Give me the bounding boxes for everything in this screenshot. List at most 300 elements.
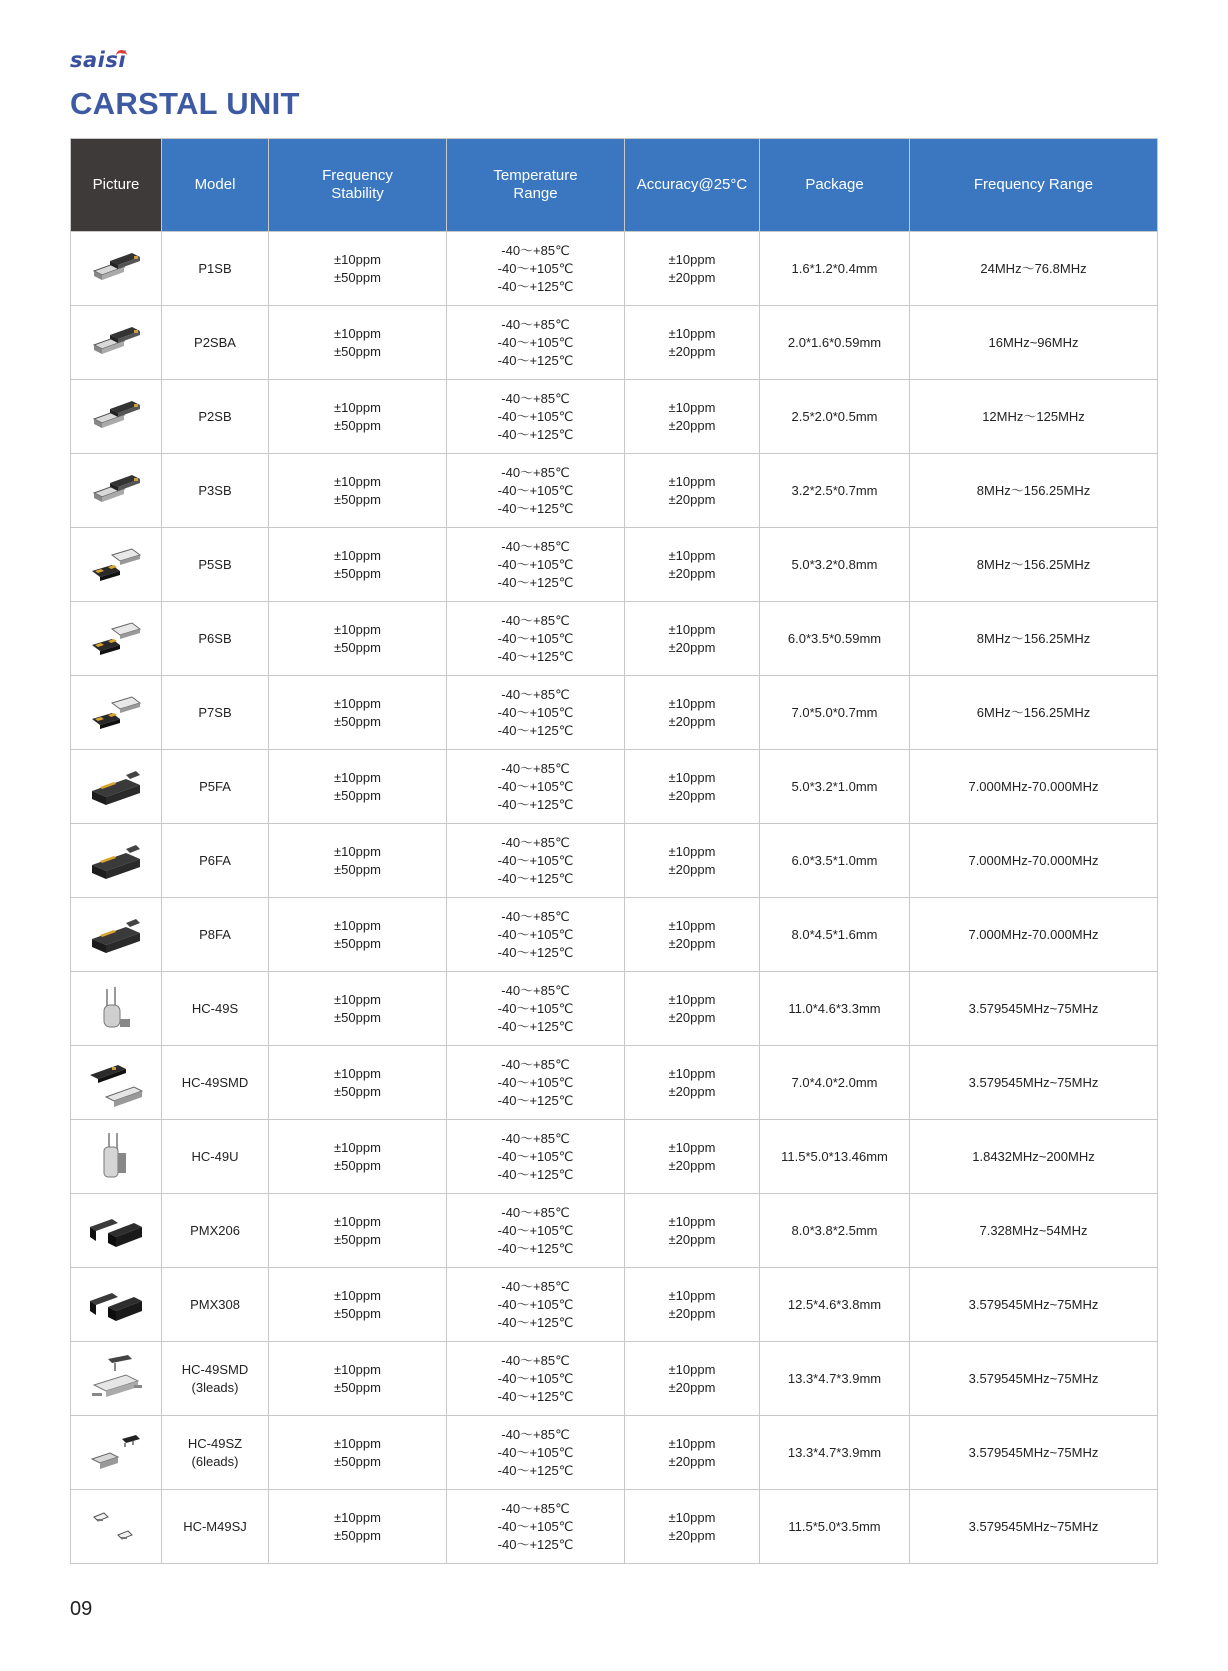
package-cell: 6.0*3.5*0.59mm: [760, 602, 910, 676]
model-line: P3SB: [198, 482, 232, 498]
stability-cell: [269, 1342, 447, 1416]
temperature-line: -40～+105℃: [497, 1444, 574, 1460]
accuracy-cell: [625, 380, 760, 454]
stability-line: ±50ppm: [334, 1157, 381, 1173]
model-line: HC-49S: [191, 1000, 239, 1016]
model-cell: [162, 824, 269, 898]
table-row: [71, 898, 1158, 972]
model-line: P5SB: [198, 556, 232, 572]
header-stability-line: Stability: [331, 185, 384, 202]
model-cell: [162, 380, 269, 454]
temperature-cell: [447, 1046, 625, 1120]
crystal-hc-m49sj-small-icon: [71, 1501, 161, 1553]
accuracy-line: ±20ppm: [668, 417, 716, 433]
logo-accent-mark: [116, 50, 127, 58]
package-cell: 7.0*4.0*2.0mm: [760, 1046, 910, 1120]
stability-line: ±10ppm: [334, 1435, 381, 1451]
accuracy-line: ±20ppm: [668, 1157, 716, 1173]
table-row: [71, 750, 1158, 824]
product-picture: [71, 1342, 162, 1416]
model-cell: [162, 1046, 269, 1120]
table-row: [71, 1046, 1158, 1120]
brand-logo: saisi: [70, 48, 127, 72]
product-picture: [71, 1194, 162, 1268]
package-cell: 7.0*5.0*0.7mm: [760, 676, 910, 750]
page-title: CARSTAL UNIT: [70, 86, 300, 121]
temperature-line: -40～+125℃: [497, 870, 574, 886]
temperature-line: -40～+85℃: [501, 834, 570, 850]
stability-line: ±10ppm: [334, 251, 381, 267]
frequency-range-cell: 3.579545MHz~75MHz: [910, 1268, 1158, 1342]
accuracy-line: ±20ppm: [668, 1379, 716, 1395]
temperature-line: -40～+125℃: [497, 796, 574, 812]
stability-line: ±50ppm: [334, 861, 381, 877]
table-row: [71, 1194, 1158, 1268]
temperature-line: -40～+105℃: [497, 1148, 574, 1164]
stability-line: ±10ppm: [334, 1139, 381, 1155]
model-cell: [162, 1416, 269, 1490]
accuracy-cell: [625, 528, 760, 602]
accuracy-line: ±10ppm: [668, 399, 716, 415]
stability-cell: [269, 824, 447, 898]
model-cell: [162, 676, 269, 750]
crystal-smd-gold-pad-icon: [71, 687, 161, 739]
stability-line: ±10ppm: [334, 1287, 381, 1303]
product-picture: [71, 1120, 162, 1194]
table-row: [71, 676, 1158, 750]
stability-line: ±10ppm: [334, 917, 381, 933]
accuracy-cell: [625, 454, 760, 528]
accuracy-cell: [625, 602, 760, 676]
product-picture: [71, 454, 162, 528]
frequency-range-cell: 12MHz～125MHz: [910, 380, 1158, 454]
temperature-cell: [447, 898, 625, 972]
temperature-line: -40～+85℃: [501, 316, 570, 332]
crystal-hc49-smd-pair-icon: [71, 1057, 161, 1109]
stability-cell: [269, 1268, 447, 1342]
stability-line: ±50ppm: [334, 565, 381, 581]
temperature-line: -40～+105℃: [497, 630, 574, 646]
frequency-range-cell: 7.328MHz~54MHz: [910, 1194, 1158, 1268]
stability-line: ±10ppm: [334, 473, 381, 489]
temperature-line: -40～+85℃: [501, 1500, 570, 1516]
temperature-line: -40～+125℃: [497, 1536, 574, 1552]
frequency-range-cell: 7.000MHz-70.000MHz: [910, 824, 1158, 898]
crystal-spec-table: [70, 138, 1158, 1564]
temperature-line: -40～+125℃: [497, 648, 574, 664]
temperature-line: -40～+125℃: [497, 426, 574, 442]
stability-line: ±10ppm: [334, 1065, 381, 1081]
crystal-hc49-sz-6lead-icon: [71, 1427, 161, 1479]
temperature-cell: [447, 1194, 625, 1268]
accuracy-line: ±10ppm: [668, 695, 716, 711]
temperature-line: -40～+125℃: [497, 1018, 574, 1034]
table-row: [71, 306, 1158, 380]
accuracy-line: ±10ppm: [668, 1287, 716, 1303]
temperature-line: -40～+105℃: [497, 334, 574, 350]
model-line: PMX206: [190, 1222, 240, 1238]
accuracy-line: ±10ppm: [668, 769, 716, 785]
frequency-range-cell: 8MHz～156.25MHz: [910, 528, 1158, 602]
stability-line: ±10ppm: [334, 547, 381, 563]
crystal-pmx-black-pair-icon: [71, 1205, 161, 1257]
frequency-range-cell: 3.579545MHz~75MHz: [910, 1046, 1158, 1120]
stability-cell: [269, 380, 447, 454]
accuracy-cell: [625, 1490, 760, 1564]
crystal-through-hole-short-icon: [71, 983, 161, 1035]
temperature-line: -40～+85℃: [501, 908, 570, 924]
product-picture: [71, 898, 162, 972]
temperature-line: -40～+125℃: [497, 352, 574, 368]
frequency-range-cell: 16MHz~96MHz: [910, 306, 1158, 380]
accuracy-line: ±20ppm: [668, 787, 716, 803]
product-picture: [71, 1268, 162, 1342]
temperature-cell: [447, 750, 625, 824]
frequency-range-cell: 7.000MHz-70.000MHz: [910, 750, 1158, 824]
model-line: HC-49SMD: [181, 1361, 249, 1377]
crystal-smd-gold-pad-icon: [71, 613, 161, 665]
product-picture: [71, 380, 162, 454]
model-line: P7SB: [198, 704, 232, 720]
model-line: HC-49U: [191, 1148, 239, 1164]
accuracy-line: ±10ppm: [668, 325, 716, 341]
package-cell: 8.0*4.5*1.6mm: [760, 898, 910, 972]
product-picture: [71, 232, 162, 306]
accuracy-line: ±20ppm: [668, 1305, 716, 1321]
table-row: [71, 454, 1158, 528]
product-picture: [71, 306, 162, 380]
accuracy-cell: [625, 676, 760, 750]
model-cell: [162, 1268, 269, 1342]
accuracy-line: ±20ppm: [668, 343, 716, 359]
stability-line: ±10ppm: [334, 621, 381, 637]
frequency-range-cell: 3.579545MHz~75MHz: [910, 1490, 1158, 1564]
frequency-range-cell: 8MHz～156.25MHz: [910, 454, 1158, 528]
stability-line: ±50ppm: [334, 491, 381, 507]
accuracy-line: ±10ppm: [668, 1213, 716, 1229]
stability-cell: [269, 528, 447, 602]
temperature-line: -40～+85℃: [501, 1426, 570, 1442]
stability-cell: [269, 454, 447, 528]
temperature-line: -40～+105℃: [497, 1074, 574, 1090]
product-picture: [71, 676, 162, 750]
temperature-line: -40～+105℃: [497, 1296, 574, 1312]
accuracy-cell: [625, 1268, 760, 1342]
package-cell: 2.5*2.0*0.5mm: [760, 380, 910, 454]
temperature-line: -40～+105℃: [497, 1518, 574, 1534]
temperature-line: -40～+85℃: [501, 982, 570, 998]
stability-line: ±50ppm: [334, 1379, 381, 1395]
accuracy-line: ±10ppm: [668, 1139, 716, 1155]
accuracy-cell: [625, 750, 760, 824]
temperature-cell: [447, 824, 625, 898]
header-frequency-range: Frequency Range: [910, 139, 1158, 232]
header-temperature-range: [447, 139, 625, 232]
stability-line: ±50ppm: [334, 1305, 381, 1321]
table-row: [71, 1342, 1158, 1416]
product-picture: [71, 972, 162, 1046]
temperature-cell: [447, 1268, 625, 1342]
accuracy-cell: [625, 898, 760, 972]
header-picture: Picture: [71, 139, 162, 232]
stability-line: ±50ppm: [334, 935, 381, 951]
package-cell: 5.0*3.2*0.8mm: [760, 528, 910, 602]
frequency-range-cell: 24MHz～76.8MHz: [910, 232, 1158, 306]
model-line: HC-49SZ: [187, 1435, 243, 1451]
model-line: PMX308: [190, 1296, 240, 1312]
stability-cell: [269, 232, 447, 306]
temperature-line: -40～+105℃: [497, 926, 574, 942]
temperature-cell: [447, 972, 625, 1046]
temperature-line: -40～+85℃: [501, 612, 570, 628]
model-cell: [162, 306, 269, 380]
model-line: P2SB: [198, 408, 232, 424]
accuracy-cell: [625, 1194, 760, 1268]
temperature-line: -40～+105℃: [497, 408, 574, 424]
model-cell: [162, 972, 269, 1046]
temperature-cell: [447, 306, 625, 380]
header-temperature-line: Range: [513, 185, 558, 202]
product-picture: [71, 1490, 162, 1564]
stability-line: ±50ppm: [334, 639, 381, 655]
package-cell: 5.0*3.2*1.0mm: [760, 750, 910, 824]
table-row: [71, 380, 1158, 454]
accuracy-line: ±20ppm: [668, 491, 716, 507]
temperature-cell: [447, 232, 625, 306]
accuracy-cell: [625, 1046, 760, 1120]
product-picture: [71, 824, 162, 898]
temperature-line: -40～+85℃: [501, 760, 570, 776]
stability-line: ±50ppm: [334, 713, 381, 729]
model-cell: [162, 1120, 269, 1194]
temperature-line: -40～+125℃: [497, 278, 574, 294]
temperature-line: -40～+125℃: [497, 1388, 574, 1404]
frequency-range-cell: 3.579545MHz~75MHz: [910, 1416, 1158, 1490]
stability-cell: [269, 1490, 447, 1564]
stability-cell: [269, 972, 447, 1046]
stability-line: ±50ppm: [334, 269, 381, 285]
package-cell: 13.3*4.7*3.9mm: [760, 1416, 910, 1490]
accuracy-cell: [625, 1416, 760, 1490]
temperature-line: -40～+125℃: [497, 1314, 574, 1330]
header-row: [71, 139, 1158, 232]
model-cell: [162, 1490, 269, 1564]
stability-cell: [269, 306, 447, 380]
stability-line: ±10ppm: [334, 991, 381, 1007]
temperature-line: -40～+85℃: [501, 1278, 570, 1294]
frequency-range-cell: 1.8432MHz~200MHz: [910, 1120, 1158, 1194]
temperature-line: -40～+125℃: [497, 1166, 574, 1182]
temperature-line: -40～+125℃: [497, 722, 574, 738]
header-accuracy: Accuracy@25°C: [625, 139, 760, 232]
model-line: P8FA: [199, 926, 231, 942]
temperature-cell: [447, 454, 625, 528]
temperature-line: -40～+85℃: [501, 686, 570, 702]
header-frequency-stability: [269, 139, 447, 232]
model-cell: [162, 898, 269, 972]
temperature-line: -40～+85℃: [501, 390, 570, 406]
temperature-line: -40～+85℃: [501, 1204, 570, 1220]
stability-cell: [269, 1120, 447, 1194]
package-cell: 11.0*4.6*3.3mm: [760, 972, 910, 1046]
package-cell: 12.5*4.6*3.8mm: [760, 1268, 910, 1342]
accuracy-line: ±10ppm: [668, 917, 716, 933]
stability-cell: [269, 676, 447, 750]
stability-cell: [269, 602, 447, 676]
model-cell: [162, 602, 269, 676]
header-stability-line: Frequency: [322, 167, 393, 184]
temperature-line: -40～+125℃: [497, 1462, 574, 1478]
crystal-smd-ceramic-small-icon: [71, 465, 161, 517]
table-row: [71, 232, 1158, 306]
product-picture: [71, 1046, 162, 1120]
accuracy-line: ±10ppm: [668, 621, 716, 637]
temperature-cell: [447, 602, 625, 676]
package-cell: 11.5*5.0*13.46mm: [760, 1120, 910, 1194]
package-cell: 6.0*3.5*1.0mm: [760, 824, 910, 898]
stability-cell: [269, 1194, 447, 1268]
temperature-cell: [447, 528, 625, 602]
table-row: [71, 528, 1158, 602]
model-cell: [162, 750, 269, 824]
temperature-line: -40～+85℃: [501, 464, 570, 480]
accuracy-line: ±20ppm: [668, 713, 716, 729]
temperature-line: -40～+125℃: [497, 574, 574, 590]
accuracy-line: ±20ppm: [668, 639, 716, 655]
table-row: [71, 1416, 1158, 1490]
model-cell: [162, 528, 269, 602]
crystal-smd-black-pad-icon: [71, 761, 161, 813]
temperature-cell: [447, 1120, 625, 1194]
package-cell: 11.5*5.0*3.5mm: [760, 1490, 910, 1564]
temperature-line: -40～+105℃: [497, 852, 574, 868]
temperature-cell: [447, 1416, 625, 1490]
accuracy-cell: [625, 1342, 760, 1416]
accuracy-line: ±10ppm: [668, 547, 716, 563]
stability-line: ±10ppm: [334, 1361, 381, 1377]
model-line: (6leads): [191, 1453, 239, 1469]
stability-line: ±10ppm: [334, 695, 381, 711]
crystal-through-hole-tall-icon: [71, 1131, 161, 1183]
temperature-cell: [447, 676, 625, 750]
temperature-cell: [447, 380, 625, 454]
header-model: Model: [162, 139, 269, 232]
product-picture: [71, 602, 162, 676]
stability-line: ±50ppm: [334, 1453, 381, 1469]
crystal-pmx-black-pair-icon: [71, 1279, 161, 1331]
temperature-line: -40～+105℃: [497, 556, 574, 572]
crystal-smd-ceramic-small-icon: [71, 317, 161, 369]
stability-line: ±50ppm: [334, 417, 381, 433]
stability-cell: [269, 750, 447, 824]
model-cell: [162, 1342, 269, 1416]
accuracy-line: ±10ppm: [668, 1509, 716, 1525]
temperature-line: -40～+125℃: [497, 1092, 574, 1108]
accuracy-cell: [625, 306, 760, 380]
accuracy-line: ±10ppm: [668, 1435, 716, 1451]
product-picture: [71, 528, 162, 602]
stability-line: ±50ppm: [334, 1009, 381, 1025]
model-line: HC-49SMD: [181, 1074, 249, 1090]
accuracy-line: ±20ppm: [668, 1083, 716, 1099]
temperature-line: -40～+85℃: [501, 242, 570, 258]
stability-line: ±50ppm: [334, 1083, 381, 1099]
stability-line: ±10ppm: [334, 843, 381, 859]
accuracy-cell: [625, 972, 760, 1046]
frequency-range-cell: 7.000MHz-70.000MHz: [910, 898, 1158, 972]
temperature-line: -40～+85℃: [501, 538, 570, 554]
table-row: [71, 972, 1158, 1046]
page-number: 09: [70, 1598, 93, 1620]
product-picture: [71, 750, 162, 824]
product-picture: [71, 1416, 162, 1490]
stability-line: ±50ppm: [334, 343, 381, 359]
accuracy-line: ±20ppm: [668, 1527, 716, 1543]
frequency-range-cell: 8MHz～156.25MHz: [910, 602, 1158, 676]
temperature-line: -40～+105℃: [497, 1370, 574, 1386]
crystal-smd-ceramic-small-icon: [71, 391, 161, 443]
temperature-line: -40～+125℃: [497, 500, 574, 516]
table-row: [71, 602, 1158, 676]
accuracy-line: ±10ppm: [668, 251, 716, 267]
stability-cell: [269, 1416, 447, 1490]
model-line: P2SBA: [194, 334, 236, 350]
accuracy-line: ±20ppm: [668, 861, 716, 877]
model-cell: [162, 232, 269, 306]
model-cell: [162, 454, 269, 528]
crystal-smd-ceramic-small-icon: [71, 243, 161, 295]
temperature-line: -40～+105℃: [497, 482, 574, 498]
accuracy-line: ±10ppm: [668, 991, 716, 1007]
crystal-hc49-smd-3lead-icon: [71, 1353, 161, 1405]
frequency-range-cell: 3.579545MHz~75MHz: [910, 1342, 1158, 1416]
frequency-range-cell: 3.579545MHz~75MHz: [910, 972, 1158, 1046]
accuracy-line: ±10ppm: [668, 473, 716, 489]
table-body: [71, 232, 1158, 1564]
stability-line: ±10ppm: [334, 325, 381, 341]
model-line: P6SB: [198, 630, 232, 646]
temperature-cell: [447, 1490, 625, 1564]
temperature-line: -40～+85℃: [501, 1130, 570, 1146]
temperature-line: -40～+125℃: [497, 1240, 574, 1256]
model-line: P6FA: [199, 852, 231, 868]
stability-line: ±10ppm: [334, 1213, 381, 1229]
accuracy-cell: [625, 824, 760, 898]
package-cell: 3.2*2.5*0.7mm: [760, 454, 910, 528]
temperature-cell: [447, 1342, 625, 1416]
temperature-line: -40～+105℃: [497, 260, 574, 276]
accuracy-line: ±10ppm: [668, 1065, 716, 1081]
temperature-line: -40～+105℃: [497, 778, 574, 794]
table-row: [71, 1120, 1158, 1194]
table-row: [71, 1490, 1158, 1564]
model-line: HC-M49SJ: [183, 1518, 247, 1534]
model-cell: [162, 1194, 269, 1268]
temperature-line: -40～+105℃: [497, 704, 574, 720]
crystal-smd-black-pad-icon: [71, 909, 161, 961]
table-row: [71, 824, 1158, 898]
stability-line: ±50ppm: [334, 1527, 381, 1543]
header-temperature-line: Temperature: [493, 167, 578, 184]
package-cell: 2.0*1.6*0.59mm: [760, 306, 910, 380]
temperature-line: -40～+105℃: [497, 1222, 574, 1238]
stability-line: ±50ppm: [334, 787, 381, 803]
stability-line: ±10ppm: [334, 399, 381, 415]
accuracy-cell: [625, 232, 760, 306]
model-line: P1SB: [198, 260, 232, 276]
model-line: P5FA: [199, 778, 231, 794]
accuracy-line: ±20ppm: [668, 1231, 716, 1247]
